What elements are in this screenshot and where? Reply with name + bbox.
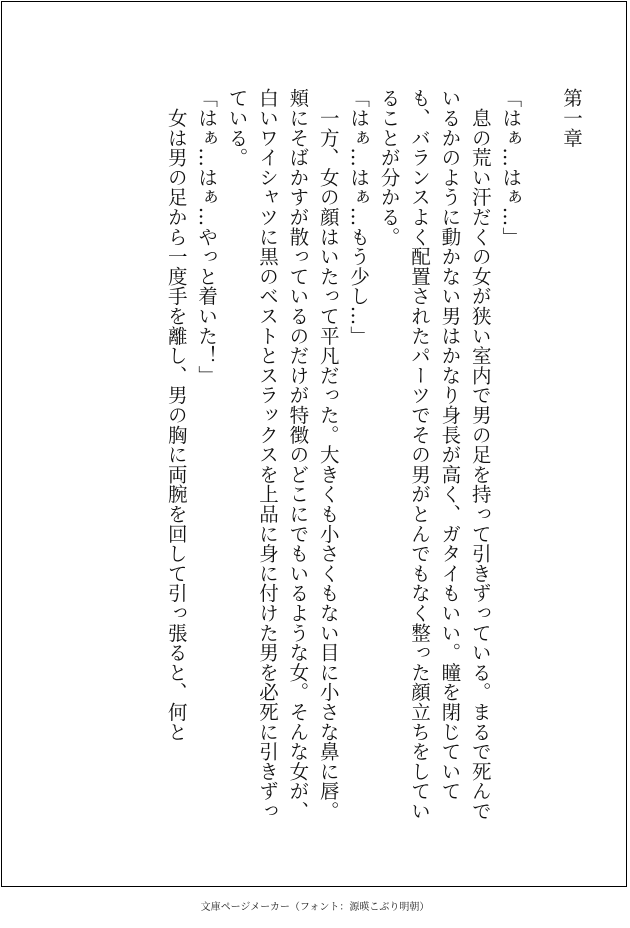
dialogue-line-2: 「はぁ…はぁ…もう少し…」 [347, 88, 371, 346]
narration-paragraph-2: 一方、女の顔はいたって平凡だった。大きくも小さくもない目に小さな鼻に唇。頬にそばかすが散っているのだけが特徴のどこにでもいるような女。そんな女が、白いワイシャツに黒のベストとスラックスを上品に身に付けた男を必死に引きずっている。 [225, 88, 340, 821]
dialogue-line-3: 「はぁ…はぁ…やっと着いた！」 [195, 88, 219, 385]
footer-credit: 文庫ページメーカー（フォント：源暎こぶり明朝） [200, 902, 430, 913]
chapter-title: 第一章 [560, 88, 583, 148]
narration-paragraph-1: 息の荒い汗だくの女が狭い室内で男の足を持って引きずっている。まるで死んでいるかのように動かない男はかなり身長が高く、ガタイもいい。瞳を閉じていても、バランスよく配置されたパーツでその男がとんでもなく整った顔立ちをしていることが分かる。 [377, 88, 492, 821]
vertical-text-area [66, 88, 586, 828]
dialogue-line-1: 「はぁ…はぁ…」 [499, 88, 523, 247]
narration-paragraph-3: 女は男の足から一度手を離し、男の胸に両腕を回して引っ張ると、何と [164, 88, 188, 742]
page-frame [1, 1, 627, 887]
